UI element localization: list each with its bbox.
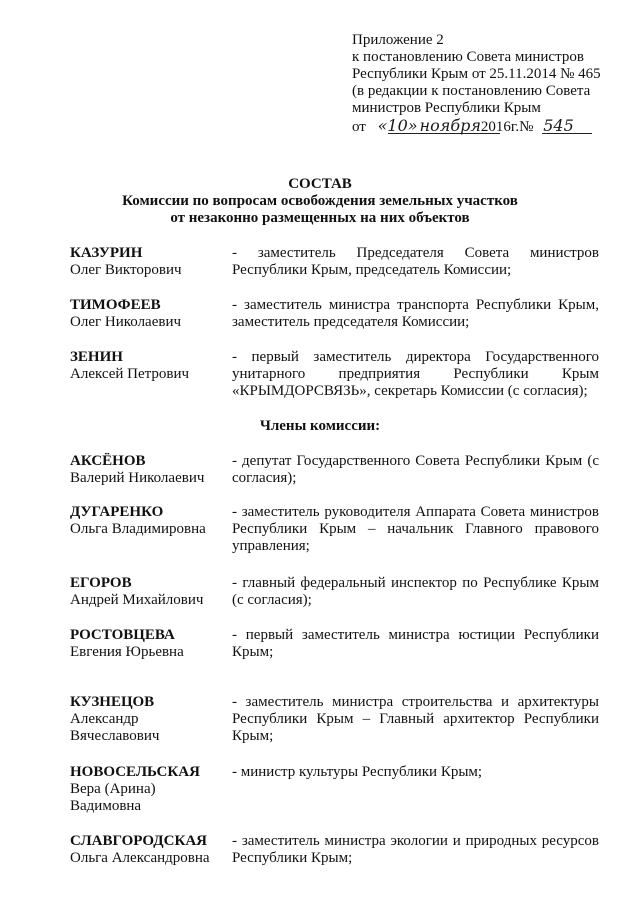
member-given-name: Андрей Михайлович xyxy=(70,592,204,608)
sig-number-underline xyxy=(542,133,592,134)
member-surname: ЗЕНИН xyxy=(70,349,123,365)
member-surname: ТИМОФЕЕВ xyxy=(70,297,161,313)
sig-no-label: № xyxy=(519,119,534,135)
sig-day: «10» xyxy=(377,116,418,135)
header-line-appendix: Приложение 2 xyxy=(352,32,444,48)
signature-date-line xyxy=(352,117,614,137)
member-role: - заместитель министра строительства и архитектуры Республики Крым – Главный архитектор Республики Крым; xyxy=(232,694,599,744)
member-given-name: Алексей Петрович xyxy=(70,366,190,382)
member-role: - первый заместитель директора Государственного унитарного предприятия Республики Крым «КРЫМДОРСВЯЗЬ», секретарь Комиссии (с согласия); xyxy=(232,349,599,399)
commission-title-line1: Комиссии по вопросам освобождения земельных участков xyxy=(122,193,518,209)
member-surname: НОВОСЕЛЬСКАЯ xyxy=(70,764,200,780)
member-given-name: Евгения Юрьевна xyxy=(70,644,184,660)
member-role: - заместитель руководителя Аппарата Совета министров Республики Крым – начальник Главного правового управления; xyxy=(232,504,599,554)
member-surname: СЛАВГОРОДСКАЯ xyxy=(70,833,207,849)
member-surname: РОСТОВЦЕВА xyxy=(70,627,175,643)
member-given-name: Александр Вячеславович xyxy=(70,711,160,744)
member-given-name: Олег Николаевич xyxy=(70,314,182,330)
member-role: - депутат Государственного Совета Республики Крым (с согласия); xyxy=(232,453,599,486)
member-given-name: Вера (Арина) Вадимовна xyxy=(70,781,156,814)
sig-prefix: от xyxy=(352,119,366,135)
document-title: СОСТАВ xyxy=(288,176,352,192)
member-given-name: Олег Викторович xyxy=(70,262,182,278)
header-line-date: Республики Крым от 25.11.2014 № 465 xyxy=(352,66,601,82)
member-role: - заместитель министра экологии и природных ресурсов Республики Крым; xyxy=(232,833,599,866)
sig-date-underline xyxy=(388,133,500,134)
appendix-header xyxy=(352,32,614,137)
member-surname: ДУГАРЕНКО xyxy=(70,504,164,520)
members-heading: Члены комиссии: xyxy=(259,418,381,434)
member-given-name: Ольга Владимировна xyxy=(70,521,206,537)
member-surname: КУЗНЕЦОВ xyxy=(70,694,155,710)
member-role: - главный федеральный инспектор по Республике Крым (с согласия); xyxy=(232,575,599,608)
member-role: - заместитель министра транспорта Республики Крым, заместитель председателя Комиссии; xyxy=(232,297,599,330)
member-role: - первый заместитель министра юстиции Республики Крым; xyxy=(232,627,599,660)
header-line-resolution: к постановлению Совета министров xyxy=(352,49,584,65)
member-given-name: Ольга Александровна xyxy=(70,850,210,866)
member-surname: АКСЁНОВ xyxy=(70,453,146,469)
member-given-name: Валерий Николаевич xyxy=(70,470,205,486)
member-role: - заместитель Председателя Совета министров Республики Крым, председатель Комиссии; xyxy=(232,245,599,278)
member-surname: КАЗУРИН xyxy=(70,245,143,261)
member-role: - министр культуры Республики Крым; xyxy=(232,764,483,780)
sig-number: 545 xyxy=(543,116,574,135)
header-line-ministers: министров Республики Крым xyxy=(352,100,541,116)
header-line-edition: (в редакции к постановлению Совета xyxy=(352,83,591,99)
sig-month: ноября xyxy=(419,116,481,135)
member-surname: ЕГОРОВ xyxy=(70,575,132,591)
commission-title-line2: от незаконно размещенных на них объектов xyxy=(170,210,470,226)
sig-year: 2016г. xyxy=(480,119,520,135)
